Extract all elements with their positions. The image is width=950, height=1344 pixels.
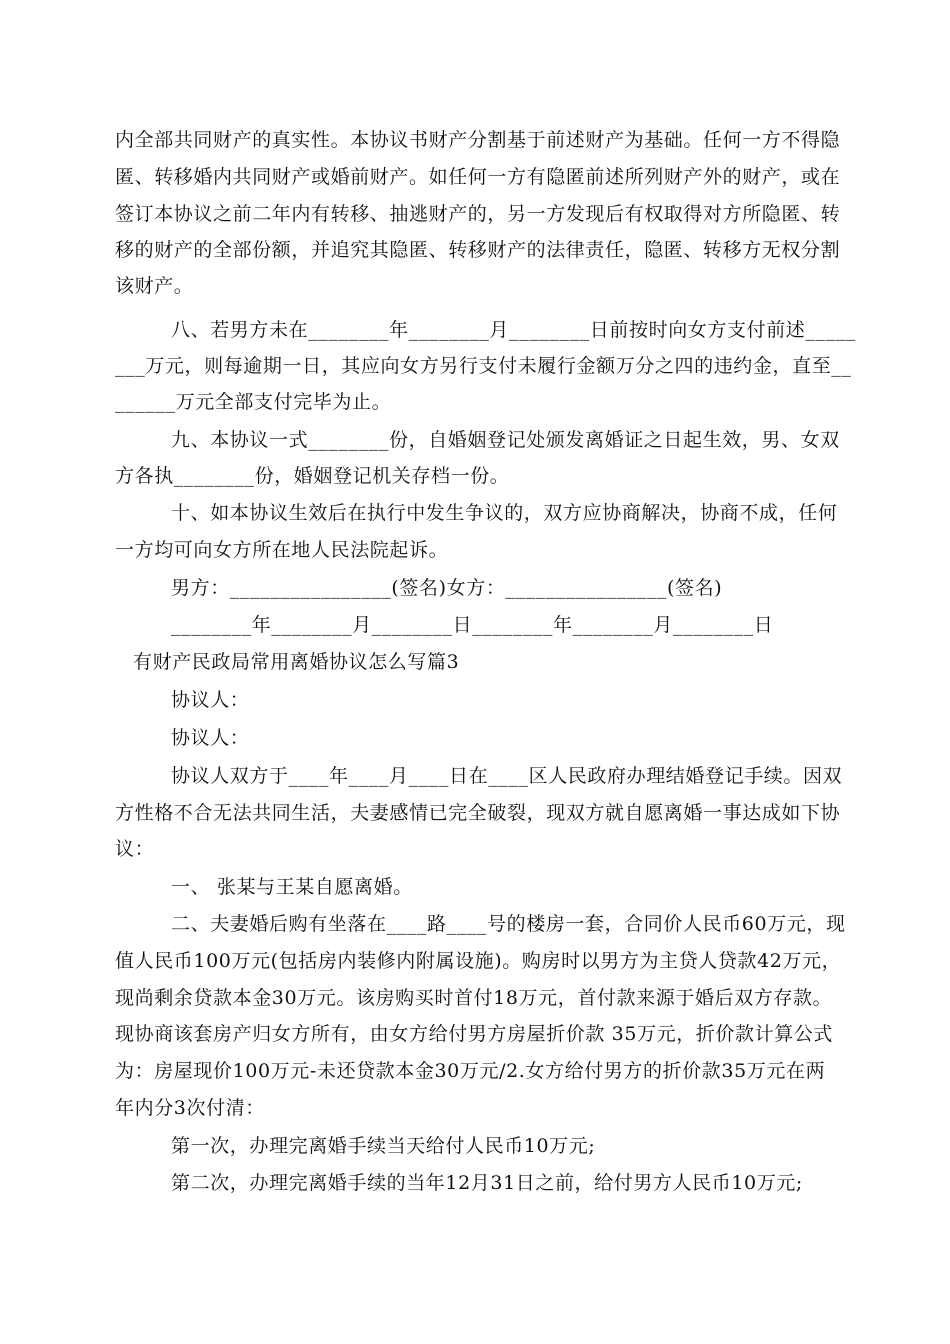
- preamble-line: 方性格不合无法共同生活，夫妻感情已完全破裂，现双方就自愿离婚一事达成如下协: [115, 802, 841, 824]
- clause-9-line: 方各执________份，婚姻登记机关存档一份。: [115, 465, 510, 487]
- clause-8-line: ___万元，则每逾期一日，其应向女方另行支付未履行金额万分之四的违约金，直至__: [115, 355, 852, 377]
- payment-line: 第二次，办理完离婚手续的当年12月31日之前，给付男方人民币10万元;: [171, 1172, 803, 1194]
- section-heading: 有财产民政局常用离婚协议怎么写篇3: [133, 651, 460, 673]
- clause-2-line: 现协商该套房产归女方所有，由女方给付男方房屋折价款 35万元，折价款计算公式: [115, 1023, 834, 1045]
- clause-2-line: 值人民币100万元(包括房内装修内附属设施)。购房时以男方为主贷人贷款42万元，: [115, 950, 842, 972]
- clause-2-line: 现尚剩余贷款本金30万元。该房购买时首付18万元，首付款来源于婚后双方存款。: [115, 987, 833, 1009]
- clause-9-line: 九、本协议一式________份，自婚姻登记处颁发离婚证之日起生效，男、女双: [171, 429, 840, 451]
- clause-8-line: 八、若男方未在________年________月________日前按时向女方支付前述_____: [171, 319, 856, 341]
- paragraph-line: 移的财产的全部份额，并追究其隐匿、转移财产的法律责任，隐匿、转移方无权分割: [115, 239, 841, 261]
- party-line: 协议人：: [171, 689, 250, 711]
- signature-date-line: ________年________月________日________年________月________日: [171, 614, 774, 636]
- paragraph-line: 匿、转移婚内共同财产或婚前财产。如任何一方有隐匿前述所列财产外的财产，或在: [115, 166, 841, 188]
- clause-2-line: 二、夫妻婚后购有坐落在____路____号的楼房一套，合同价人民币60万元，现: [171, 913, 846, 935]
- signature-line: 男方：________________(签名)女方：________________(签名): [171, 577, 723, 599]
- clause-10-line: 一方均可向女方所在地人民法院起诉。: [115, 539, 449, 561]
- clause-10-line: 十、如本协议生效后在执行中发生争议的，双方应协商解决，协商不成，任何: [171, 502, 838, 524]
- payment-line: 第一次，办理完离婚手续当天给付人民币10万元;: [171, 1135, 596, 1157]
- preamble-line: 协议人双方于____年____月____日在____区人民政府办理结婚登记手续。因双: [171, 765, 843, 787]
- paragraph-line: 内全部共同财产的真实性。本协议书财产分割基于前述财产为基础。任何一方不得隐: [115, 129, 841, 151]
- clause-1-line: 一、 张某与王某自愿离婚。: [171, 876, 413, 898]
- preamble-line: 议：: [115, 838, 155, 860]
- clause-2-line: 年内分3次付清：: [115, 1097, 265, 1119]
- clause-8-line: ______万元全部支付完毕为止。: [115, 391, 392, 413]
- paragraph-line: 该财产。: [115, 275, 194, 297]
- clause-2-line: 为：房屋现价100万元-未还贷款本金30万元/2.女方给付男方的折价款35万元在两: [115, 1060, 826, 1082]
- paragraph-line: 签订本协议之前二年内有转移、抽逃财产的，另一方发现后有权取得对方所隐匿、转: [115, 203, 841, 225]
- party-line: 协议人：: [171, 727, 250, 749]
